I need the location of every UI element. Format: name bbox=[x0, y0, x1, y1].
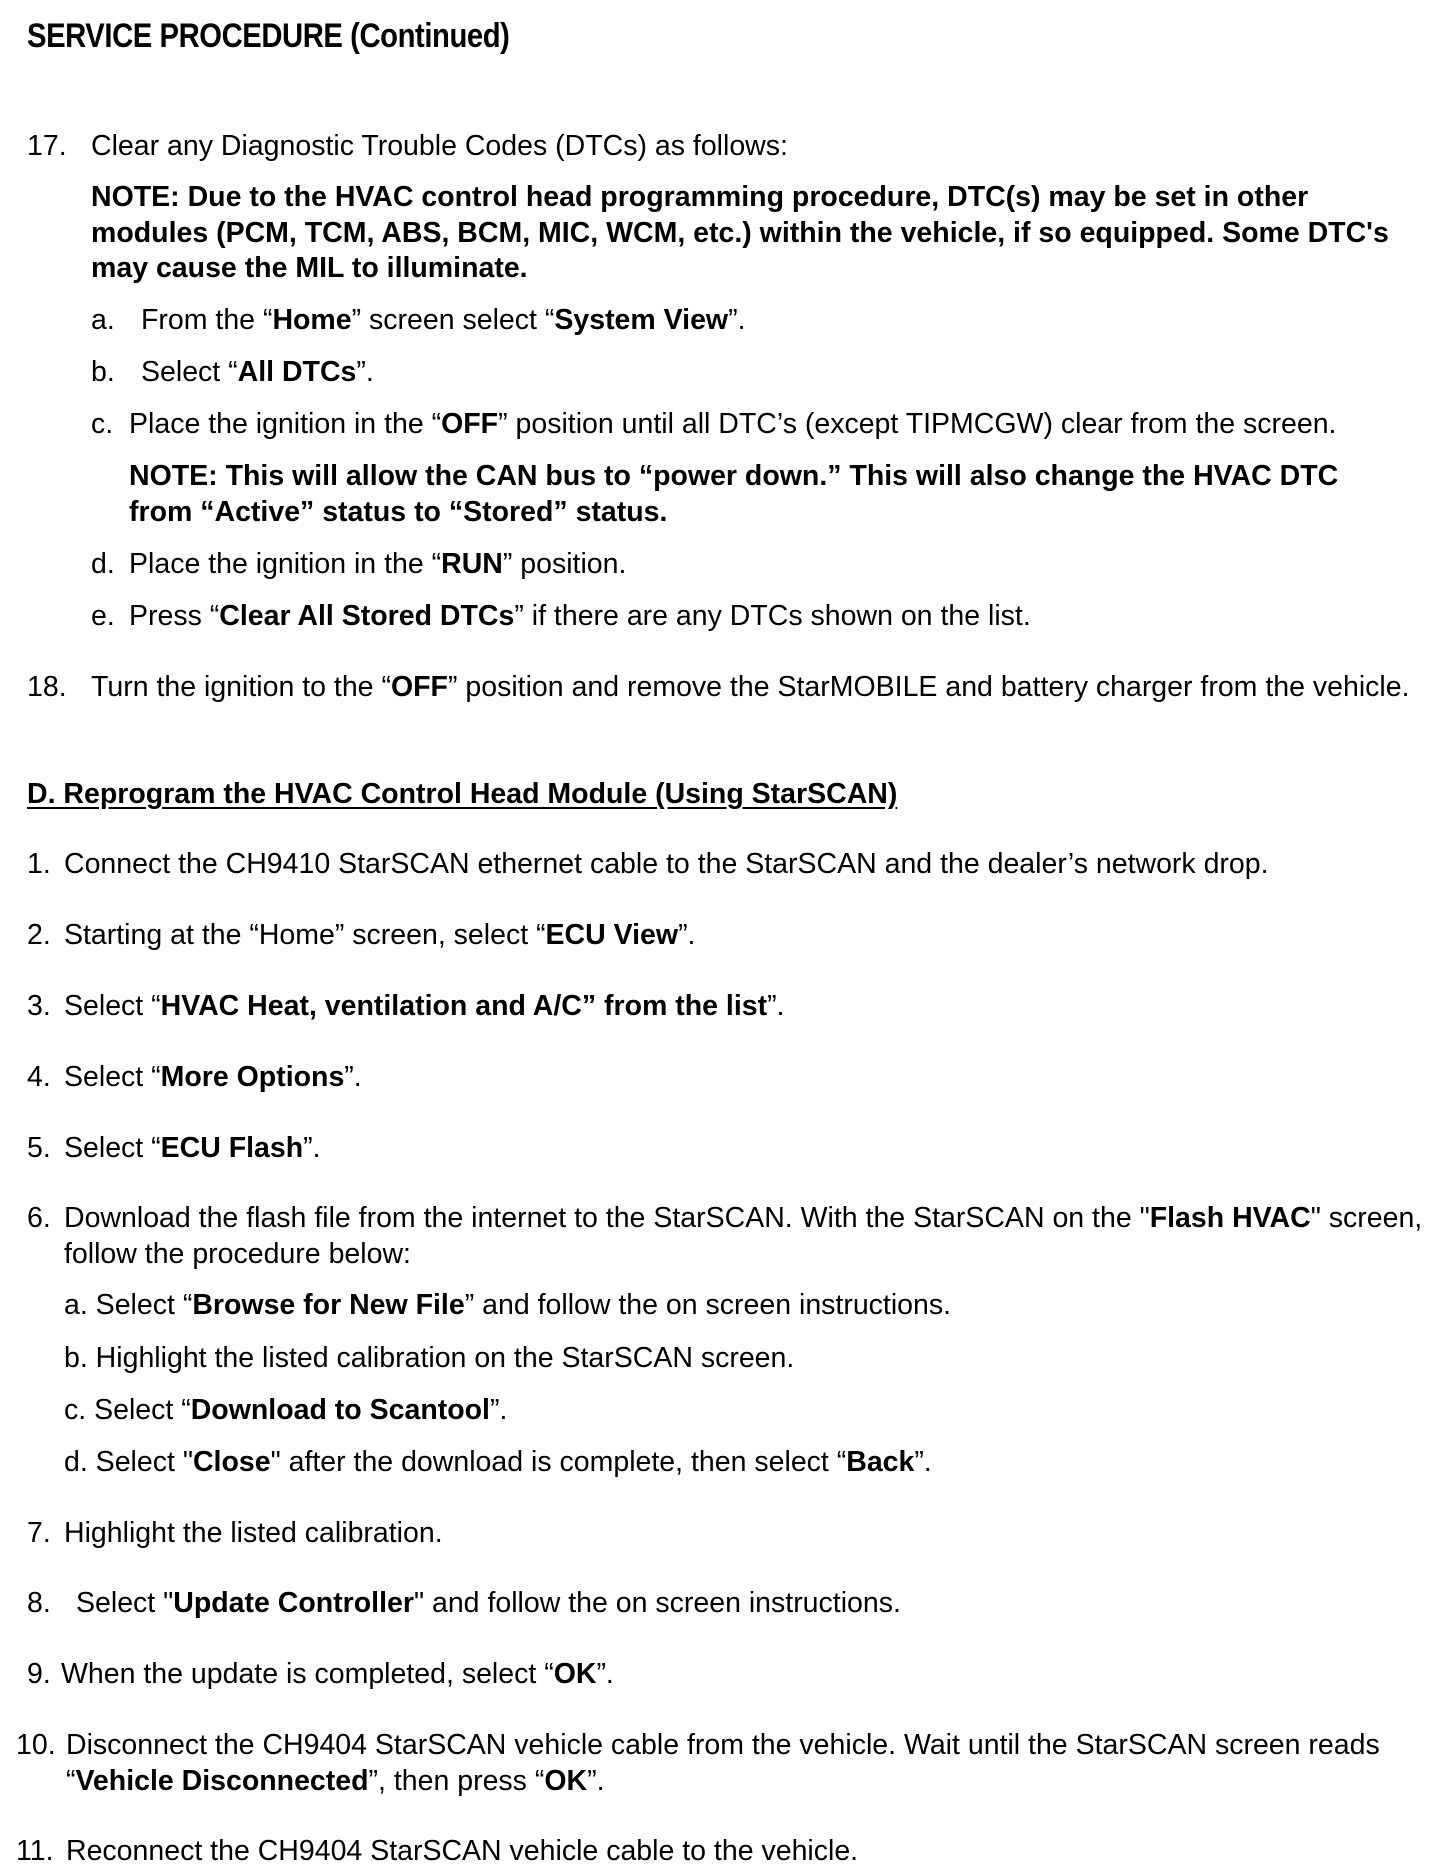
step-d2: Starting at the “Home” screen, select “ECU View”. bbox=[64, 919, 696, 951]
step-d3: Select “HVAC Heat, ventilation and A/C” from the list”. bbox=[64, 990, 785, 1022]
step-d6: Download the flash file from the internet to the StarSCAN. With the StarSCAN on the "Flash HVAC" screen, follow the procedure below: bbox=[64, 1202, 1423, 1270]
step-number: 4. bbox=[27, 1061, 51, 1093]
substep-d6-c: c. Select “Download to Scantool”. bbox=[64, 1394, 508, 1426]
step-d4: Select “More Options”. bbox=[64, 1061, 362, 1093]
step-number: 8. bbox=[27, 1587, 51, 1619]
step-number: 17. bbox=[27, 130, 67, 162]
substep-e: Press “Clear All Stored DTCs” if there are any DTCs shown on the list. bbox=[129, 600, 1031, 632]
step-d5: Select “ECU Flash”. bbox=[64, 1132, 321, 1164]
step-number: 6. bbox=[27, 1202, 51, 1234]
substep-letter: d. bbox=[91, 548, 115, 580]
step-number: 10. bbox=[16, 1729, 56, 1761]
step-d8: Select "Update Controller" and follow the on screen instructions. bbox=[76, 1587, 901, 1619]
step-text: Clear any Diagnostic Trouble Codes (DTCs) as follows: bbox=[91, 130, 788, 162]
step-number: 2. bbox=[27, 919, 51, 951]
step-d1: Connect the CH9410 StarSCAN ethernet cable to the StarSCAN and the dealer’s network drop. bbox=[64, 848, 1269, 880]
substep-c: Place the ignition in the “OFF” position until all DTC’s (except TIPMCGW) clear from the screen. bbox=[129, 408, 1337, 440]
step-number: 18. bbox=[27, 671, 67, 703]
step-d9: When the update is completed, select “OK”. bbox=[61, 1658, 614, 1690]
substep-letter: e. bbox=[91, 600, 115, 632]
substep-letter: a. bbox=[91, 304, 115, 336]
step-d11: Reconnect the CH9404 StarSCAN vehicle cable to the vehicle. bbox=[66, 1835, 859, 1867]
substep-a: From the “Home” screen select “System View”. bbox=[141, 304, 746, 336]
note: NOTE: Due to the HVAC control head programming procedure, DTC(s) may be set in other modules (PCM, TCM, ABS, BCM, MIC, WCM, etc.) within the vehicle, if so equipped. Some DTC's may cause the MIL to illuminate. bbox=[91, 181, 1389, 284]
substep-d6-a: a. Select “Browse for New File” and follow the on screen instructions. bbox=[64, 1289, 952, 1321]
substep-b: Select “All DTCs”. bbox=[141, 356, 374, 388]
step-number: 5. bbox=[27, 1132, 51, 1164]
step-d10: Disconnect the CH9404 StarSCAN vehicle cable from the vehicle. Wait until the StarSCAN screen reads “Vehicle Disconnected”, then press “OK”. bbox=[66, 1729, 1380, 1797]
step-number: 3. bbox=[27, 990, 51, 1022]
step-d7: Highlight the listed calibration. bbox=[64, 1517, 443, 1549]
step-number: 9. bbox=[27, 1658, 51, 1690]
step-number: 1. bbox=[27, 848, 51, 880]
step-18: Turn the ignition to the “OFF” position and remove the StarMOBILE and battery charger from the vehicle. bbox=[91, 671, 1410, 703]
step-number: 11. bbox=[16, 1835, 54, 1867]
section-heading: D. Reprogram the HVAC Control Head Module (Using StarSCAN) bbox=[27, 778, 898, 810]
substep-letter: b. bbox=[91, 356, 115, 388]
note: NOTE: This will allow the CAN bus to “power down.” This will also change the HVAC DTC from “Active” status to “Stored” status. bbox=[129, 460, 1339, 528]
substep-d: Place the ignition in the “RUN” position. bbox=[129, 548, 627, 580]
substep-letter: c. bbox=[91, 408, 114, 440]
substep-d6-b: b. Highlight the listed calibration on the StarSCAN screen. bbox=[64, 1342, 795, 1374]
substep-d6-d: d. Select "Close" after the download is complete, then select “Back”. bbox=[64, 1446, 932, 1478]
step-number: 7. bbox=[27, 1517, 51, 1549]
page-title: SERVICE PROCEDURE (Continued) bbox=[27, 17, 510, 55]
